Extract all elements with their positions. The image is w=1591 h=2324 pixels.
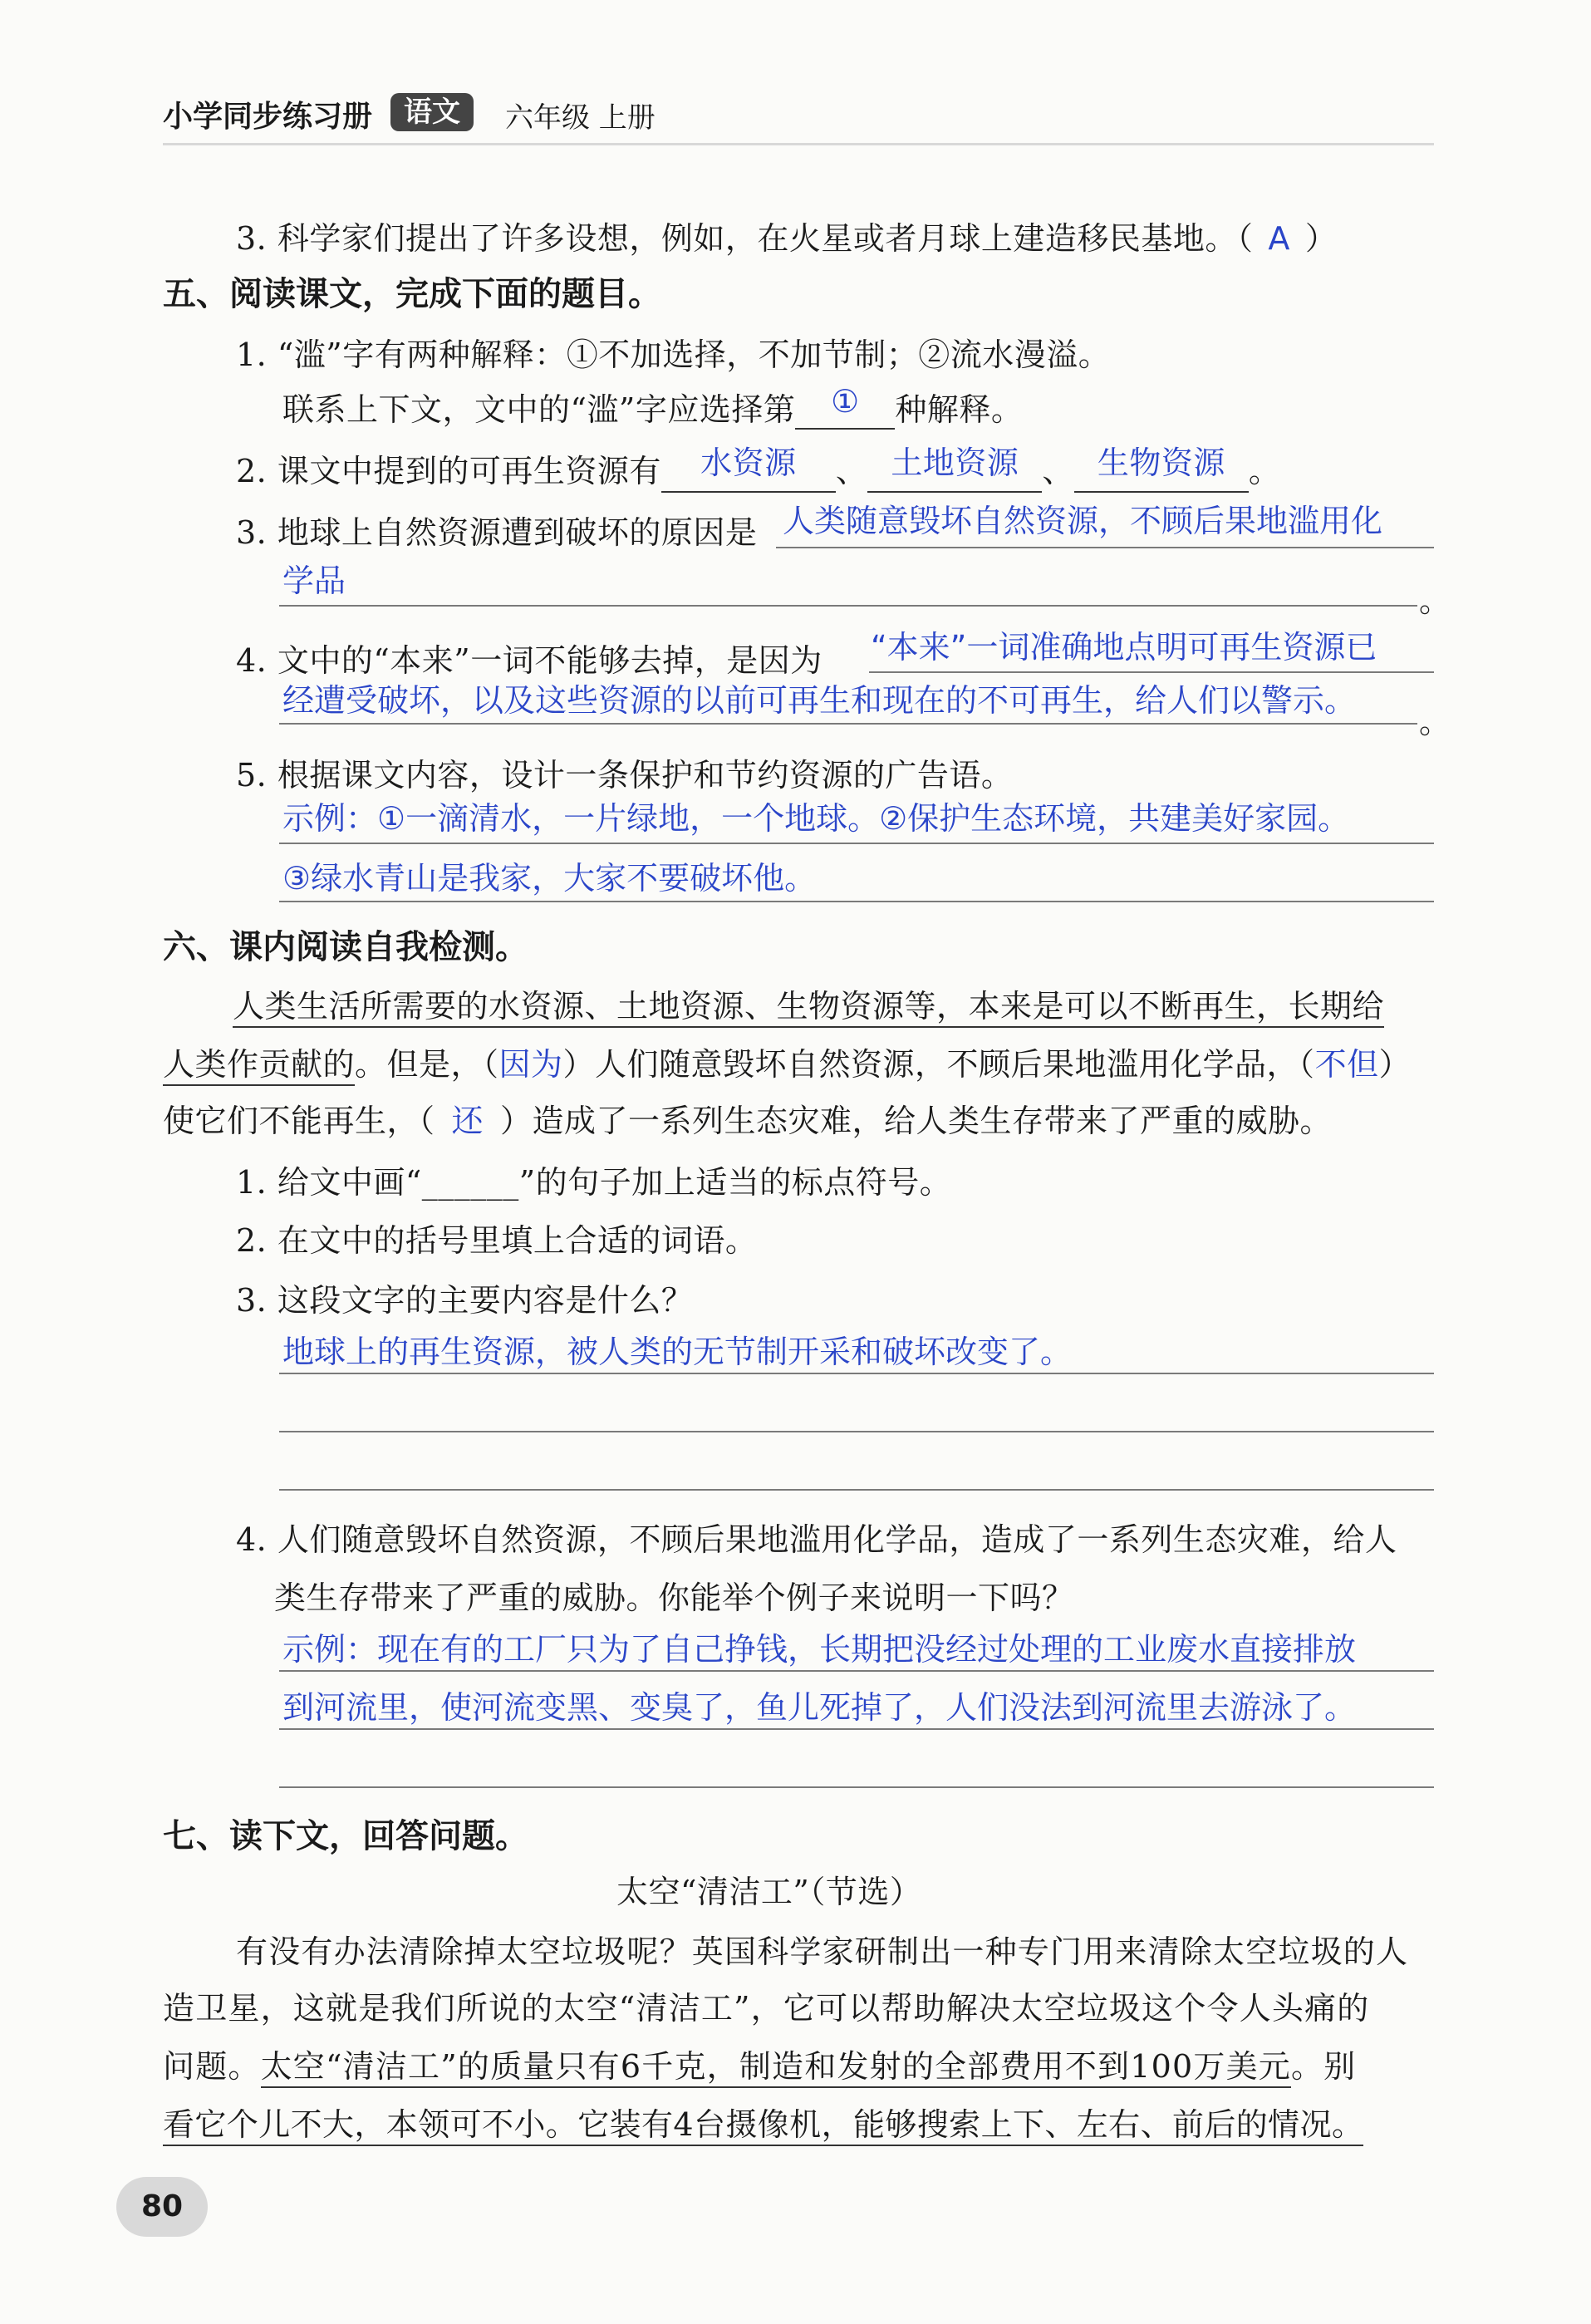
sec6-q4-line2: 类生存带来了严重的威胁。你能举个例子来说明一下吗？ xyxy=(274,1580,1074,1616)
sec6-q4-line1: 4. 人们随意毁坏自然资源，不顾后果地滥用化学品，造成了一系列生态灾难，给人 xyxy=(236,1521,1397,1558)
answer-line xyxy=(869,671,1434,673)
section-6-heading: 六、课内阅读自我检测。 xyxy=(163,927,528,966)
sec6-q4-answer-line1: 示例：现在有的工厂只为了自己挣钱，长期把没经过处理的工业废水直接排放 xyxy=(282,1631,1357,1668)
sec5-q3-answer-line1: 人类随意毁坏自然资源，不顾后果地滥用化 xyxy=(783,503,1383,539)
sec5-q1-line2: 联系上下文，文中的“滥”字应选择第 ① 种解释。 xyxy=(282,383,1024,428)
reading-line1: 有没有办法清除掉太空垃圾呢？英国科学家研制出一种专门用来清除太空垃圾的人 xyxy=(236,1933,1409,1970)
sec6-q3: 3. 这段文字的主要内容是什么？ xyxy=(236,1282,694,1319)
sec5-q2-answer-3: 生物资源 xyxy=(1097,445,1225,481)
sec5-q3-end: 。 xyxy=(1419,582,1451,619)
sec5-q4-prompt: 4. 文中的“本来”一词不能够去掉，是因为 xyxy=(236,642,823,679)
sec5-q1-line1: 1. “滥”字有两种解释：①不加选择，不加节制；②流水漫溢。 xyxy=(236,337,1111,373)
answer-line xyxy=(279,1431,1434,1432)
answer-a: A xyxy=(1268,220,1290,257)
answer-line xyxy=(279,843,1434,844)
section-5-heading: 五、阅读课文，完成下面的题目。 xyxy=(163,274,661,313)
answer-line xyxy=(279,1373,1434,1374)
reading-line2: 造卫星，这就是我们所说的太空“清洁工”，它可以帮助解决太空垃圾这个令人头痛的 xyxy=(163,1990,1370,2027)
sec5-q2-answer-2: 土地资源 xyxy=(891,445,1019,481)
sec5-q5: 5. 根据课文内容，设计一条保护和节约资源的广告语。 xyxy=(236,757,1014,794)
sec6-q4-answer-line2: 到河流里，使河流变黑、变臭了，鱼儿死掉了，人们没法到河流里去游泳了。 xyxy=(282,1689,1357,1726)
sec5-q3-answer-line2: 学品 xyxy=(282,563,346,599)
sec5-q4-answer-line1: “本来”一词准确地点明可再生资源已 xyxy=(871,629,1377,666)
answer-line xyxy=(279,723,1417,725)
sec6-q2: 2. 在文中的括号里填上合适的词语。 xyxy=(236,1222,758,1259)
page-number: 80 xyxy=(116,2177,208,2237)
answer-line xyxy=(776,547,1434,548)
sec6-blank-1-answer: 因为 xyxy=(498,1046,563,1083)
sec6-blank-2-answer: 不但 xyxy=(1314,1046,1379,1083)
section-7-heading: 七、读下文，回答问题。 xyxy=(163,1816,528,1855)
answer-line xyxy=(279,1728,1434,1730)
sec5-q2: 2. 课文中提到的可再生资源有 水资源 、 土地资源 、 生物资源 。 xyxy=(236,445,1280,493)
sec5-q4-end: 。 xyxy=(1419,704,1451,740)
header-title: 小学同步练习册 xyxy=(163,100,373,134)
reading-line3: 问题。太空“清洁工”的质量只有6千克，制造和发射的全部费用不到100万美元。别 xyxy=(163,2041,1356,2086)
sec6-passage-line3: 使它们不能再生，（ 还 ）造成了一系列生态灾难，给人类生存带来了严重的威胁。 xyxy=(163,1103,1333,1139)
reading-title: 太空“清洁工”（节选） xyxy=(616,1874,922,1910)
sec6-blank-3-answer: 还 xyxy=(451,1103,484,1139)
answer-line xyxy=(279,1670,1434,1672)
reading-line4: 看它个儿不大，本领可不小。它装有4台摄像机，能够搜索上下、左右、前后的情况。 xyxy=(163,2099,1363,2145)
answer-line xyxy=(279,605,1417,607)
sec6-q1: 1. 给文中画“______”的句子加上适当的标点符号。 xyxy=(236,1164,952,1201)
answer-line xyxy=(279,1786,1434,1788)
subject-badge: 语文 xyxy=(390,93,474,131)
prev-question-3: 3. 科学家们提出了许多设想，例如，在火星或者月球上建造移民基地。（ A ） xyxy=(236,220,1338,257)
sec6-passage-line1: 人类生活所需要的水资源、土地资源、生物资源等，本来是可以不断再生，长期给 xyxy=(233,980,1434,1026)
sec5-q4-answer-line2: 经遭受破坏，以及这些资源的以前可再生和现在的不可再生，给人们以警示。 xyxy=(282,682,1357,719)
answer-line xyxy=(279,1489,1434,1491)
sec6-q3-answer: 地球上的再生资源，被人类的无节制开采和破坏改变了。 xyxy=(282,1334,1073,1370)
sec6-passage-line2: 人类作贡献的。但是，（因为）人们随意毁坏自然资源，不顾后果地滥用化学品，（不但） xyxy=(163,1039,1411,1084)
header-grade: 六年级 上册 xyxy=(505,101,656,135)
answer-line xyxy=(279,901,1434,902)
header-rule xyxy=(163,143,1434,145)
sec5-q2-answer-1: 水资源 xyxy=(700,445,797,481)
sec5-q3-prompt: 3. 地球上自然资源遭到破坏的原因是 xyxy=(236,514,758,551)
sec5-q5-answer-line1: 示例：①一滴清水，一片绿地，一个地球。②保护生态环境，共建美好家园。 xyxy=(282,800,1350,837)
sec5-q5-answer-line2: ③绿水青山是我家，大家不要破坏他。 xyxy=(282,860,817,897)
sec5-q1-answer: ① xyxy=(831,383,860,420)
